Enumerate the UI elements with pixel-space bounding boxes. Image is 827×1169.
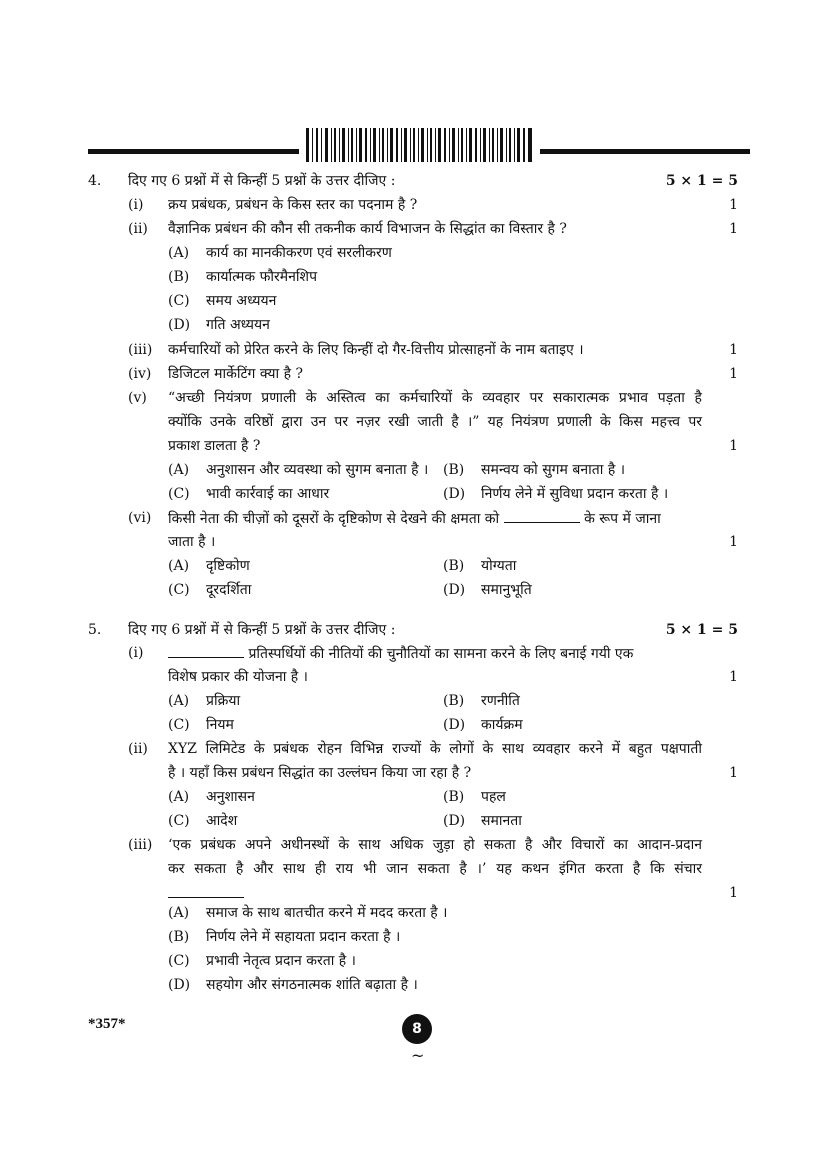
option-d: (D) कार्यक्रम [443, 717, 523, 733]
item-text: क्रय प्रबंधक, प्रबंधन के किस स्तर का पदनाम है ? [168, 197, 418, 213]
option-b: (B) निर्णय लेने में सहायता प्रदान करता है । [168, 929, 401, 945]
header-rule-right [540, 149, 750, 154]
item-marks: 1 [729, 366, 738, 382]
item-marks: 1 [729, 765, 738, 781]
option-a: (A) कार्य का मानकीकरण एवं सरलीकरण [168, 245, 392, 261]
item-marks: 1 [729, 885, 738, 901]
option-b: (B) योग्यता [443, 558, 517, 574]
question-instruction: दिए गए 6 प्रश्नों में से किन्हीं 5 प्रश्नों के उत्तर दीजिए : [128, 173, 396, 189]
item-marks: 1 [729, 669, 738, 685]
option-d: (D) गति अध्ययन [168, 317, 270, 333]
option-a: (A) अनुशासन और व्यवस्था को सुगम बनाता है । [168, 462, 429, 478]
item-text-line: प्रतिस्पर्धियों की नीतियों की चुनौतियों का सामना करने के लिए बनाई गयी एक [168, 643, 633, 664]
item-label: (i) [128, 197, 144, 213]
item-marks: 1 [729, 438, 738, 454]
item-label: (iii) [128, 342, 153, 358]
marks-formula: 5 × 1 = 5 [665, 622, 738, 638]
marks-formula: 5 × 1 = 5 [665, 173, 738, 189]
item-text-line [168, 883, 244, 904]
option-b: (B) कार्यात्मक फौरमैनशिप [168, 269, 318, 285]
question-number: 5. [88, 622, 102, 638]
option-b: (B) समन्वय को सुगम बनाता है । [443, 462, 626, 478]
option-c: (C) प्रभावी नेतृत्व प्रदान करता है । [168, 953, 356, 969]
item-text-line: कर सकता है और साथ ही राय भी जान सकता है ।’ यह कथन इंगित करता है कि संचार [168, 861, 702, 877]
item-marks: 1 [729, 342, 738, 358]
question-number: 4. [88, 173, 102, 189]
item-text: वैज्ञानिक प्रबंधन की कौन सी तकनीक कार्य विभाजन के सिद्धांत का विस्तार है ? [168, 221, 567, 237]
item-marks: 1 [729, 197, 738, 213]
item-label: (ii) [128, 221, 148, 237]
item-marks: 1 [729, 534, 738, 550]
item-label: (v) [128, 390, 147, 406]
option-d: (D) सहयोग और संगठनात्मक शांति बढ़ाता है । [168, 977, 418, 993]
item-text-line: है । यहाँ किस प्रबंधन सिद्धांत का उल्लंघन किया जा रहा है ? [168, 765, 472, 781]
option-b: (B) पहल [443, 789, 506, 805]
item-text-line: विशेष प्रकार की योजना है । [168, 669, 308, 685]
answer-blank [504, 508, 580, 523]
item-text-line: “अच्छी नियंत्रण प्रणाली के अस्तित्व का कर्मचारियों के व्यवहार पर सकारात्मक प्रभाव पड़ता है [168, 390, 702, 406]
option-a: (A) अनुशासन [168, 789, 255, 805]
page-number: 8 [402, 1014, 432, 1044]
header-rule-left [88, 149, 299, 154]
option-c: (C) भावी कार्रवाई का आधार [168, 486, 330, 502]
item-text: डिजिटल मार्केटिंग क्या है ? [168, 366, 303, 382]
option-a: (A) दृष्टिकोण [168, 558, 250, 574]
answer-blank [168, 643, 244, 658]
item-label: (iii) [128, 837, 153, 853]
option-c: (C) नियम [168, 717, 234, 733]
item-text-line: XYZ लिमिटेड के प्रबंधक रोहन विभिन्न राज्यों के लोगों के साथ व्यवहार करने में बहुत पक्षपाती [168, 741, 702, 757]
item-text-line: किसी नेता की चीज़ों को दूसरों के दृष्टिकोण से देखने की क्षमता को के रूप में जाना [168, 508, 661, 529]
option-c: (C) दूरदर्शिता [168, 582, 252, 598]
option-b: (B) रणनीति [443, 693, 520, 709]
answer-blank [168, 883, 244, 898]
barcode-image [306, 128, 532, 162]
page-code: *357* [88, 1016, 126, 1032]
option-d: (D) निर्णय लेने में सुविधा प्रदान करता है । [443, 486, 669, 502]
option-d: (D) समानुभूति [443, 582, 532, 598]
item-label: (vi) [128, 510, 152, 526]
item-text-line: क्योंकि उनके वरिष्ठों द्वारा उन पर नज़र रखी जाती है ।” यह नियंत्रण प्रणाली के किस महत्त्व पर [168, 414, 702, 430]
item-label: (iv) [128, 366, 152, 382]
option-a: (A) समाज के साथ बातचीत करने में मदद करता है । [168, 905, 448, 921]
question-instruction: दिए गए 6 प्रश्नों में से किन्हीं 5 प्रश्नों के उत्तर दीजिए : [128, 622, 396, 638]
option-c: (C) आदेश [168, 813, 238, 829]
item-text-line: प्रकाश डालता है ? [168, 438, 261, 454]
item-text-line: ‘एक प्रबंधक अपने अधीनस्थों के साथ अधिक जुड़ा हो सकता है और विचारों का आदान-प्रदान [168, 837, 702, 853]
option-c: (C) समय अध्ययन [168, 293, 277, 309]
footer-mark: ~ [411, 1046, 425, 1065]
item-text: कर्मचारियों को प्रेरित करने के लिए किन्हीं दो गैर-वित्तीय प्रोत्साहनों के नाम बताइए । [168, 342, 584, 358]
item-marks: 1 [729, 221, 738, 237]
item-label: (ii) [128, 741, 148, 757]
option-d: (D) समानता [443, 813, 522, 829]
option-a: (A) प्रक्रिया [168, 693, 241, 709]
item-label: (i) [128, 645, 144, 661]
item-text-line: जाता है । [168, 534, 216, 550]
